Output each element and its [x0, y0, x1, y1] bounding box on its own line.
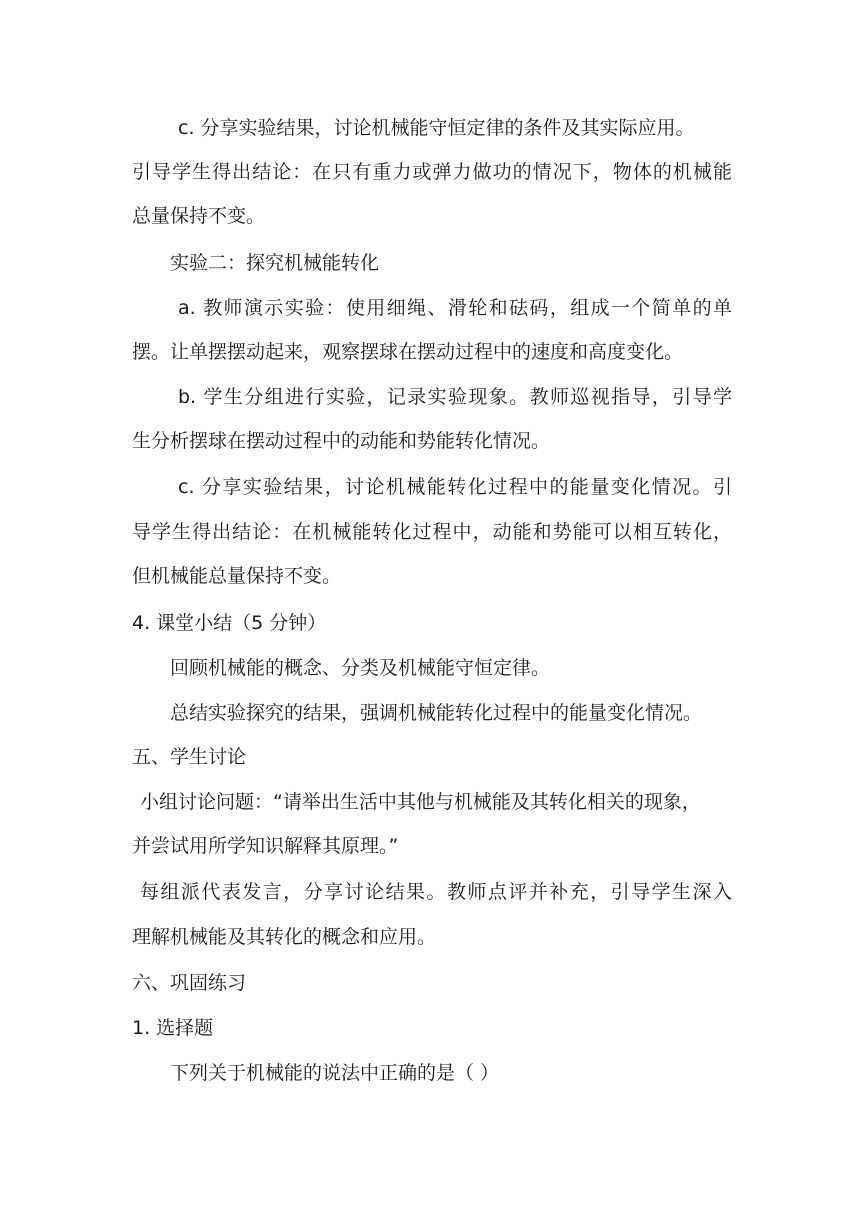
section-heading: 五、学生讨论 [132, 746, 247, 768]
paragraph-line: c. 分享实验结果，讨论机械能转化过程中的能量变化情况。引 [178, 476, 732, 498]
paragraph-line: 理解机械能及其转化的概念和应用。 [132, 926, 437, 948]
paragraph-line: 总量保持不变。 [132, 205, 266, 227]
paragraph-line: 导学生得出结论：在机械能转化过程中，动能和势能可以相互转化， [132, 521, 732, 543]
question-text: 下列关于机械能的说法中正确的是（ ） [170, 1062, 500, 1084]
paragraph-line: 摆。让单摆摆动起来，观察摆球在摆动过程中的速度和高度变化。 [132, 341, 684, 363]
paragraph-line: 每组派代表发言，分享讨论结果。教师点评并补充，引导学生深入 [140, 881, 732, 903]
paragraph-line: 回顾机械能的概念、分类及机械能守恒定律。 [170, 657, 551, 679]
section-heading: 1. 选择题 [132, 1017, 214, 1039]
paragraph-line: b. 学生分组进行实验，记录实验现象。教师巡视指导，引导学 [178, 386, 732, 408]
paragraph-line: 并尝试用所学知识解释其原理。” [132, 835, 399, 857]
section-heading: 4. 课堂小结（5 分钟） [132, 612, 327, 634]
paragraph-line: 小组讨论问题：“请举出生活中其他与机械能及其转化相关的现象， [140, 791, 701, 813]
paragraph-line: 引导学生得出结论：在只有重力或弹力做功的情况下，物体的机械能 [132, 161, 732, 183]
section-heading: 六、巩固练习 [132, 972, 247, 994]
paragraph-line: c. 分享实验结果，讨论机械能守恒定律的条件及其实际应用。 [178, 117, 695, 139]
section-heading: 实验二：探究机械能转化 [170, 252, 380, 274]
paragraph-line: 但机械能总量保持不变。 [132, 565, 342, 587]
paragraph-line: 生分析摆球在摆动过程中的动能和势能转化情况。 [132, 430, 551, 452]
paragraph-line: 总结实验探究的结果，强调机械能转化过程中的能量变化情况。 [170, 702, 703, 724]
paragraph-line: a. 教师演示实验：使用细绳、滑轮和砝码，组成一个简单的单 [178, 297, 732, 319]
